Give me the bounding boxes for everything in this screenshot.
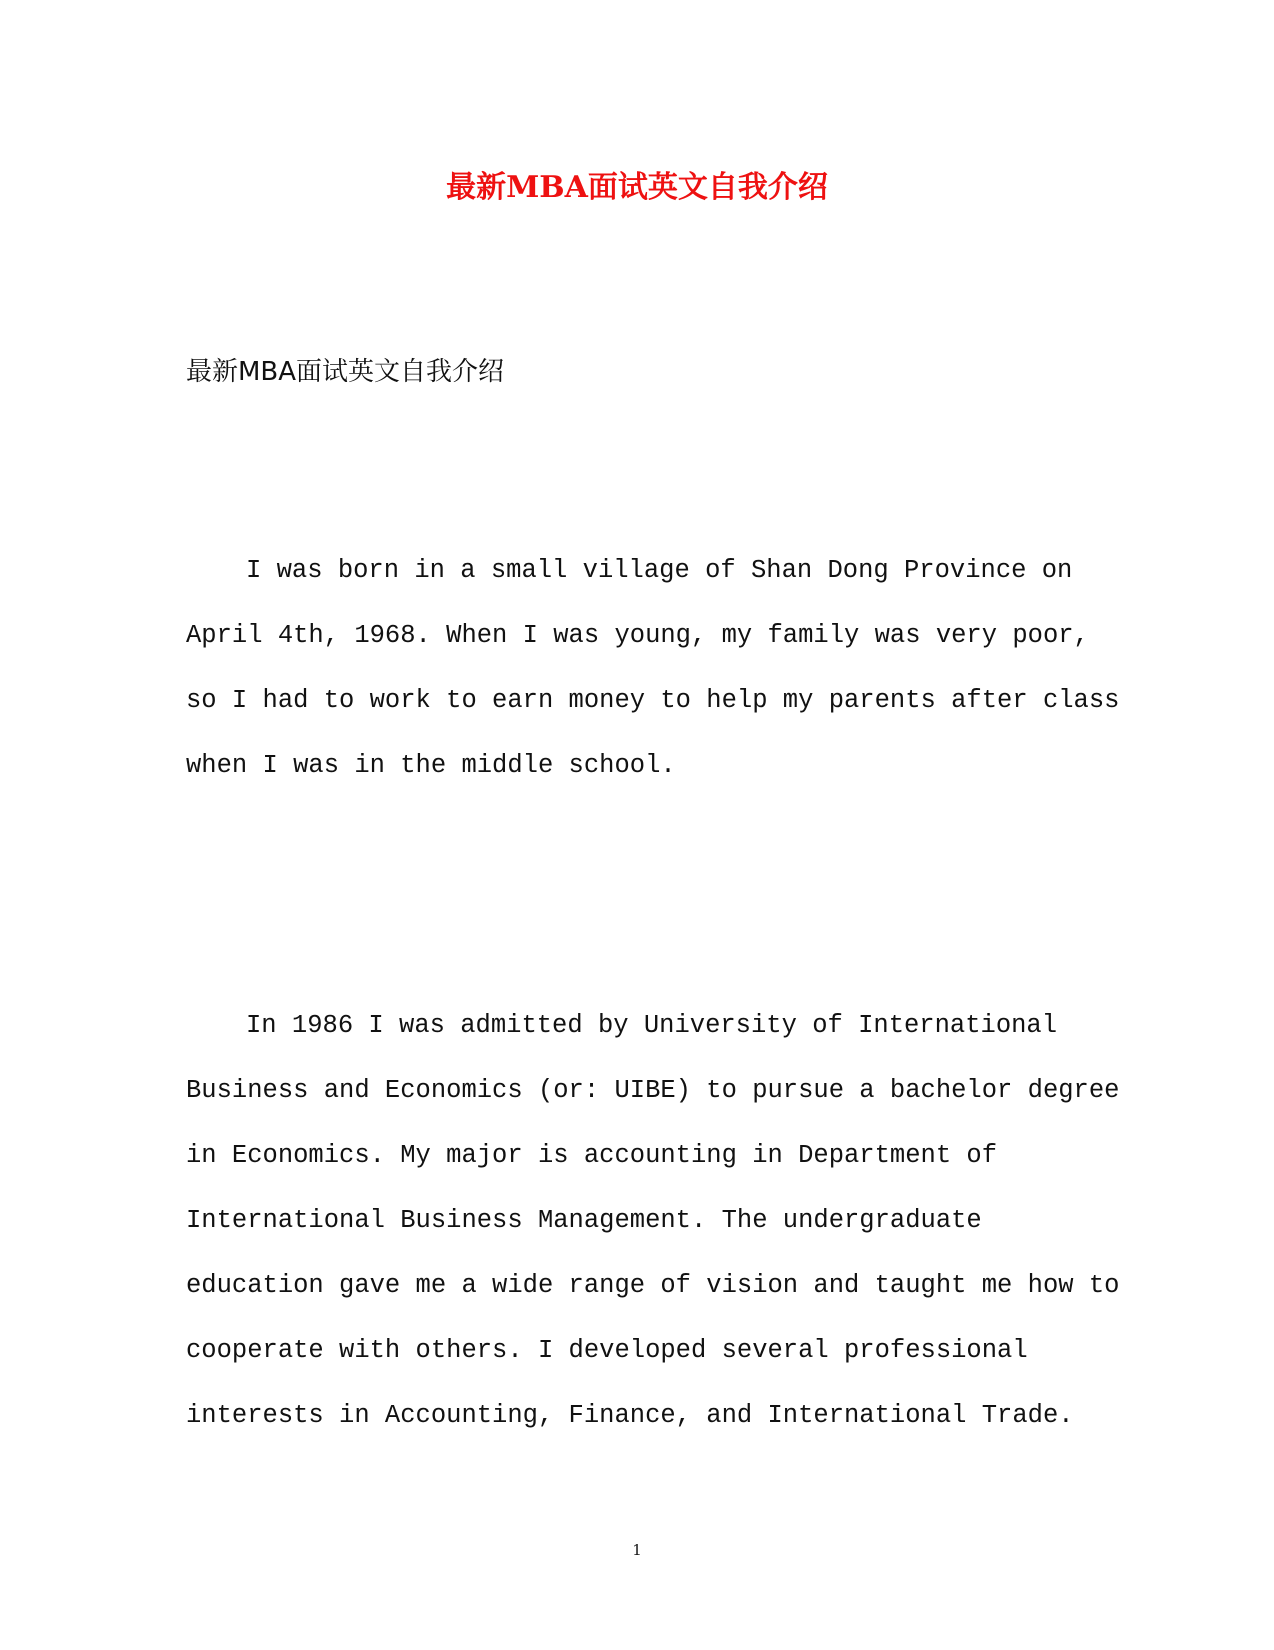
paragraph-line: cooperate with others. I developed several professional xyxy=(186,1336,1028,1365)
paragraph-line: International Business Management. The undergraduate xyxy=(186,1206,982,1235)
document-title: 最新MBA面试英文自我介绍 xyxy=(446,170,828,205)
paragraph-line: Business and Economics (or: UIBE) to pursue a bachelor degree xyxy=(186,1076,1120,1105)
paragraph-childhood xyxy=(186,538,1119,798)
paragraph-line: so I had to work to earn money to help my parents after class xyxy=(186,686,1120,715)
paragraph-line: I was born in a small village of Shan Dong Province on xyxy=(246,556,1073,585)
paragraph-line: April 4th, 1968. When I was young, my family was very poor, xyxy=(186,621,1089,650)
paragraph-education xyxy=(186,993,1119,1448)
paragraph-line: when I was in the middle school. xyxy=(186,751,676,780)
paragraph-line: in Economics. My major is accounting in Department of xyxy=(186,1141,998,1170)
paragraph-line: education gave me a wide range of vision and taught me how to xyxy=(186,1271,1120,1300)
page-number: 1 xyxy=(632,1541,642,1559)
paragraph-line: In 1986 I was admitted by University of International xyxy=(246,1011,1058,1040)
paragraph-line: interests in Accounting, Finance, and International Trade. xyxy=(186,1401,1074,1430)
document-subtitle: 最新MBA面试英文自我介绍 xyxy=(186,357,505,387)
